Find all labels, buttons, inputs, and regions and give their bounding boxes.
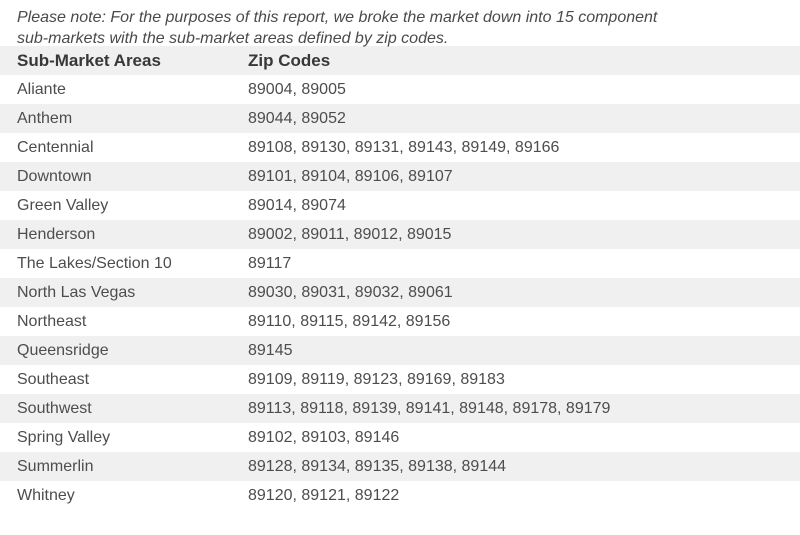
table-row xyxy=(0,452,800,481)
submarket-area-cell: Southwest xyxy=(17,399,92,417)
zip-codes-cell: 89044, 89052 xyxy=(248,109,346,127)
table-row xyxy=(0,394,800,423)
submarket-area-cell: Green Valley xyxy=(17,196,109,214)
table-row xyxy=(0,249,800,278)
submarket-area-cell: North Las Vegas xyxy=(17,283,136,301)
submarket-area-cell: The Lakes/Section 10 xyxy=(17,254,172,272)
table-row xyxy=(0,133,800,162)
table-body xyxy=(0,75,800,510)
zip-codes-cell: 89145 xyxy=(248,341,293,359)
zip-codes-cell: 89113, 89118, 89139, 89141, 89148, 89178, 89179 xyxy=(248,399,611,417)
table-row xyxy=(0,307,800,336)
table-row xyxy=(0,104,800,133)
zip-codes-cell: 89109, 89119, 89123, 89169, 89183 xyxy=(248,370,505,388)
zip-codes-cell: 89030, 89031, 89032, 89061 xyxy=(248,283,453,301)
submarket-area-cell: Centennial xyxy=(17,138,94,156)
submarket-area-cell: Downtown xyxy=(17,167,92,185)
zip-codes-cell: 89110, 89115, 89142, 89156 xyxy=(248,312,451,330)
zip-codes-cell: 89004, 89005 xyxy=(248,80,346,98)
submarket-area-cell: Northeast xyxy=(17,312,87,330)
submarket-zip-table xyxy=(0,46,800,510)
table-row xyxy=(0,75,800,104)
note-line-2: sub-markets with the sub-market areas defined by zip codes. xyxy=(17,30,449,47)
zip-codes-cell: 89102, 89103, 89146 xyxy=(248,428,400,446)
table-row xyxy=(0,162,800,191)
column-header-submarket-areas: Sub-Market Areas xyxy=(17,50,161,70)
table-header-row xyxy=(0,46,800,75)
table-row xyxy=(0,365,800,394)
zip-codes-cell: 89014, 89074 xyxy=(248,196,346,214)
submarket-area-cell: Whitney xyxy=(17,486,75,504)
zip-codes-cell: 89108, 89130, 89131, 89143, 89149, 89166 xyxy=(248,138,560,156)
zip-codes-cell: 89101, 89104, 89106, 89107 xyxy=(248,167,453,185)
table-row xyxy=(0,278,800,307)
submarket-area-cell: Spring Valley xyxy=(17,428,111,446)
column-header-zip-codes: Zip Codes xyxy=(248,50,331,70)
submarket-area-cell: Southeast xyxy=(17,370,90,388)
submarket-area-cell: Queensridge xyxy=(17,341,109,359)
table-row xyxy=(0,220,800,249)
submarket-area-cell: Henderson xyxy=(17,225,96,243)
submarket-area-cell: Anthem xyxy=(17,109,73,127)
submarket-area-cell: Aliante xyxy=(17,80,66,98)
zip-codes-cell: 89128, 89134, 89135, 89138, 89144 xyxy=(248,457,507,475)
table-row xyxy=(0,481,800,510)
report-note xyxy=(0,0,800,46)
zip-codes-cell: 89117 xyxy=(248,254,292,272)
table-row xyxy=(0,423,800,452)
submarket-area-cell: Summerlin xyxy=(17,457,94,475)
table-row xyxy=(0,336,800,365)
zip-codes-cell: 89120, 89121, 89122 xyxy=(248,486,400,504)
zip-codes-cell: 89002, 89011, 89012, 89015 xyxy=(248,225,452,243)
note-line-1: Please note: For the purposes of this report, we broke the market down into 15 component xyxy=(17,9,658,26)
table-row xyxy=(0,191,800,220)
